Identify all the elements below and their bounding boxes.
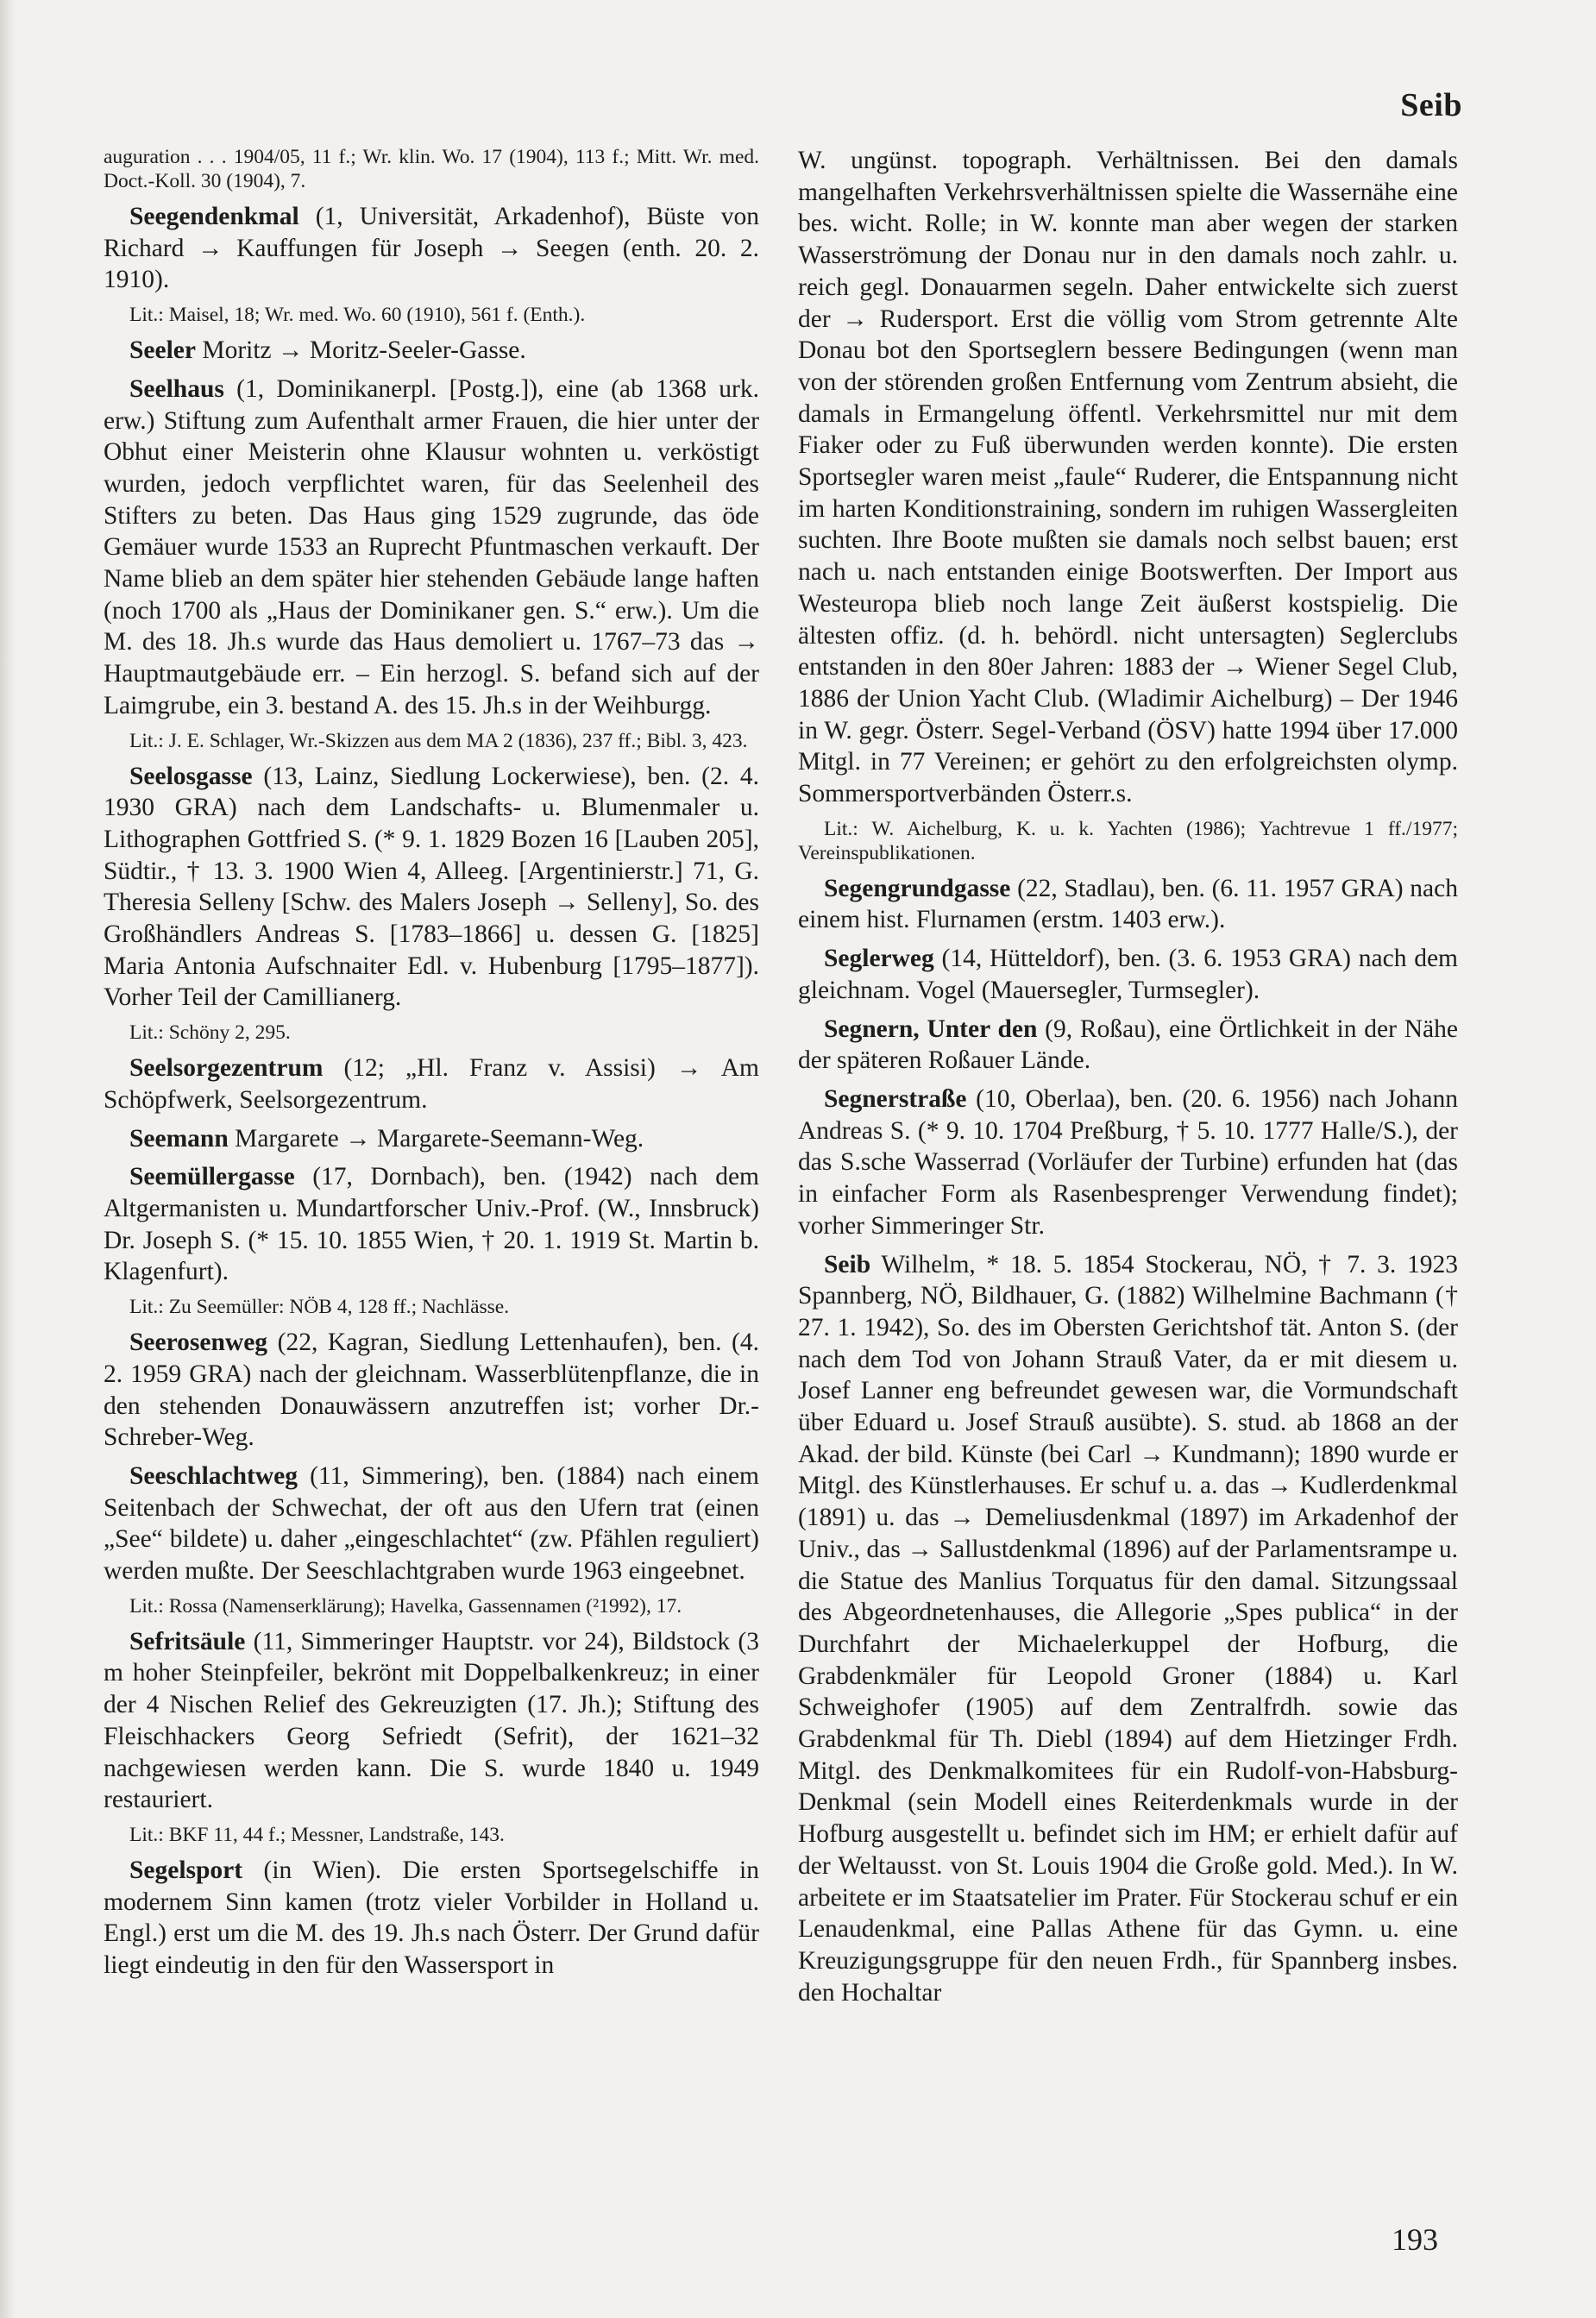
entry-text: Lit.: BKF 11, 44 f.; Messner, Landstraße, 143. [129, 1823, 505, 1846]
entry-text: (1, Universität, Arkadenhof), Büste von Richard → Kauffungen für Joseph → Seegen (enth. 20. 2. 1910). [104, 203, 759, 294]
entry-text: (12; „Hl. Franz v. Assisi) → Am Schöpfwerk, Seelsorgezentrum. [104, 1054, 759, 1114]
entry-text: (13, Lainz, Siedlung Lockerwiese), ben. (2. 4. 1930 GRA) nach dem Landschafts- u. Blumenmaler u. Lithographen Gottfried S. (* 9. 1. 1829 Bozen 16 [Lauben 205], Südtir., † 13. 3. 1900 Wien 4, Alleeg. [Argentinierstr.] 71, G. Theresia Selleny [Schw. des Malers Joseph → Selleny], So. des Großhändlers Andreas S. [1783–1866] u. dessen G. [1825] Maria Antonia Aufschnaiter Edl. v. Hubenburg [1795–1877]). Vorher Teil der Camillianerg. [104, 762, 759, 1012]
entry-text: (9, Roßau), eine Örtlichkeit in der Nähe der späteren Roßauer Lände. [798, 1015, 1458, 1075]
right-column [798, 145, 1458, 2015]
entry-text: W. ungünst. topograph. Verhältnissen. Bei den damals mangelhaften Verkehrsverhältnissen spielte die Wassernähe eine bes. wicht. Rolle; in W. konnte man aber wegen der starken Wasserströmung der Donau nur in den damals noch zahlr. u. reich gegl. Donauarmen segeln. Daher entwickelte sich zuerst der → Rudersport. Erst die völlig vom Strom getrennte Alte Donau bot den Sportseglern bessere Bedingungen (wenn man von der störenden großen Entfernung vom Zentrum absieht, die damals in Ermangelung öffentl. Verkehrsmittel nur mit dem Fiaker oder zu Fuß überwunden werden konnte). Die ersten Sportsegler waren meist „faule“ Ruderer, die Entspannung nicht im harten Konditionstraining, sondern im ruhigen Wassergleiten suchten. Ihre Boote mußten sie damals noch selbst bauen; erst nach u. nach entstanden einige Bootswerften. Der Import aus Westeuropa blieb noch lange Zeit äußerst kostspielig. Die ältesten offiz. (d. h. behördl. nicht untersagten) Seglerclubs entstanden in den 80er Jahren: 1883 der → Wiener Segel Club, 1886 der Union Yacht Club. (Wladimir Aichelburg) – Der 1946 in W. gegr. Österr. Segel-Verband (ÖSV) hatte 1994 über 17.000 Mitgl. in 77 Vereinen; er gehört zu den erfolgreichsten olymp. Sommersportverbänden Österr.s. [798, 147, 1458, 808]
dictionary-entry [104, 201, 759, 296]
literature-reference [104, 1295, 759, 1319]
entry-text: (17, Dornbach), ben. (1942) nach dem Altgermanisten u. Mundartforscher Univ.-Prof. (W., Innsbruck) Dr. Joseph S. (* 15. 10. 1855 Wien, † 20. 1. 1919 St. Martin b. Klagenfurt). [104, 1163, 759, 1286]
entry-text: (10, Oberlaa), ben. (20. 6. 1956) nach Johann Andreas S. (* 9. 10. 1704 Preßburg, † 5. 10. 1777 Halle/S.), der das S.sche Wasserrad (Vorläufer der Turbine) erfunden hat (das in einfacher Form als Rasenbesprenger Verwendung findet); vorher Simmeringer Str. [798, 1084, 1458, 1240]
literature-reference [104, 729, 759, 753]
dictionary-entry [104, 1327, 759, 1454]
entry-headword: Segelsport [129, 1856, 243, 1884]
literature-reference [104, 1594, 759, 1618]
entry-text: Moritz → Moritz-Seeler-Gasse. [195, 336, 526, 365]
entry-text: (22, Stadlau), ben. (6. 11. 1957 GRA) nach einem hist. Flurnamen (erstm. 1403 erw.). [798, 874, 1458, 934]
entry-text: (in Wien). Die ersten Sportsegelschiffe in modernem Sinn kamen (trotz vieler Vorbilder in Holland u. Engl.) erst um die M. des 19. Jh.s nach Österr. Der Grund dafür liegt eindeutig in den für den Wassersport in [104, 1856, 759, 1980]
entry-text: Lit.: Maisel, 18; Wr. med. Wo. 60 (1910), 561 f. (Enth.). [129, 304, 586, 327]
entry-headword: Sefritsäule [129, 1627, 246, 1655]
dictionary-entry [104, 761, 759, 1015]
dictionary-entry [104, 374, 759, 722]
dictionary-entry [798, 943, 1458, 1006]
entry-text: (14, Hütteldorf), ben. (3. 6. 1953 GRA) nach dem gleichnam. Vogel (Mauersegler, Turmsegler). [798, 945, 1458, 1004]
entry-headword: Seelosgasse [129, 762, 253, 790]
dictionary-entry [798, 1014, 1458, 1077]
dictionary-entry [104, 1461, 759, 1587]
entry-headword: Segengrundgasse [824, 874, 1011, 902]
entry-text: Lit.: Zu Seemüller: NÖB 4, 128 ff.; Nachlässe. [129, 1296, 510, 1319]
entry-headword: Seemüllergasse [129, 1163, 295, 1191]
entry-headword: Segnerstraße [824, 1084, 967, 1113]
dictionary-entry [104, 1626, 759, 1816]
literature-reference [104, 1823, 759, 1847]
literature-reference [104, 145, 759, 193]
entry-headword: Seeschlachtweg [129, 1461, 298, 1490]
entry-text: (22, Kagran, Siedlung Lettenhaufen), ben. (4. 2. 1959 GRA) nach der gleichnam. Wasserblütenpflanze, die in den stehenden Donauwässern anzutreffen ist; vorher Dr.-Schreber-Weg. [104, 1329, 759, 1452]
dictionary-entry [104, 335, 759, 367]
dictionary-entry [104, 1052, 759, 1115]
entry-text: auguration . . . 1904/05, 11 f.; Wr. klin. Wo. 17 (1904), 113 f.; Mitt. Wr. med. Doct.-Koll. 30 (1904), 7. [104, 146, 759, 192]
left-column [104, 145, 759, 1988]
entry-headword: Seglerweg [824, 945, 934, 973]
entry-text: Lit.: Schöny 2, 295. [129, 1021, 291, 1045]
entry-headword: Seeler [129, 336, 196, 365]
dictionary-entry [104, 1123, 759, 1155]
dictionary-entry [798, 1249, 1458, 2009]
entry-headword: Seib [824, 1250, 871, 1278]
entry-headword: Seemann [129, 1124, 229, 1153]
page-number: 193 [1392, 2222, 1438, 2257]
page-fold-shadow [0, 0, 16, 2318]
entry-text: (1, Dominikanerpl. [Postg.]), eine (ab 1368 urk. erw.) Stiftung zum Aufenthalt armer Frauen, die hier unter der Obhut einer Meisterin ohne Klausur wohnten u. verköstigt wurden, jedoch verpflichtet waren, für das Seelenheil des Stifters zu beten. Das Haus ging 1529 zugrunde, das öde Gemäuer wurde 1533 an Ruprecht Pfuntmaschen verkauft. Der Name blieb an dem später hier stehenden Gebäude lange haften (noch 1700 als „Haus der Dominikaner gen. S.“ erw.). Um die M. des 18. Jh.s wurde das Haus demoliert u. 1767–73 das → Hauptmautgebäude err. – Ein herzogl. S. befand sich auf der Laimgrube, ein 3. bestand A. des 15. Jh.s in der Weihburgg. [104, 374, 759, 719]
dictionary-entry [798, 873, 1458, 936]
entry-headword: Seelsorgezentrum [129, 1054, 324, 1083]
entry-headword: Seelhaus [129, 374, 224, 403]
dictionary-entry [104, 1855, 759, 1982]
entry-text: (11, Simmering), ben. (1884) nach einem Seitenbach der Schwechat, der oft aus den Ufern trat (einen „See“ bildete) u. daher „eingeschlachtet“ (zw. Pfählen reguliert) werden mußte. Der Seeschlachtgraben wurde 1963 eingeebnet. [104, 1461, 759, 1586]
running-head: Seib [1400, 87, 1462, 123]
entry-text: Lit.: J. E. Schlager, Wr.-Skizzen aus dem MA 2 (1836), 237 ff.; Bibl. 3, 423. [129, 729, 748, 752]
entry-text: Lit.: W. Aichelburg, K. u. k. Yachten (1986); Yachtrevue 1 ff./1977; Vereinspublikationen. [798, 817, 1458, 864]
literature-reference [798, 817, 1458, 865]
literature-reference [104, 1021, 759, 1045]
dictionary-entry [104, 1161, 759, 1288]
entry-headword: Seerosenweg [129, 1329, 268, 1357]
literature-reference [104, 303, 759, 327]
entry-headword: Seegendenkmal [129, 203, 299, 230]
entry-continuation [798, 145, 1458, 810]
entry-text: (11, Simmeringer Hauptstr. vor 24), Bildstock (3 m hoher Steinpfeiler, bekrönt mit Doppelbalkenkreuz; in einer der 4 Nischen Relief des Gekreuzigten (17. Jh.); Stiftung des Fleischhackers Georg Sefriedt (Sefrit), der 1621–32 nachgewiesen werden kann. Die S. wurde 1840 u. 1949 restauriert. [104, 1627, 759, 1814]
entry-headword: Segnern, Unter den [824, 1015, 1038, 1043]
entry-text: Margarete → Margarete-Seemann-Weg. [228, 1124, 644, 1153]
entry-text: Lit.: Rossa (Namenserklärung); Havelka, Gassennamen (²1992), 17. [129, 1594, 682, 1618]
entry-text: Wilhelm, * 18. 5. 1854 Stockerau, NÖ, † 7. 3. 1923 Spannberg, NÖ, Bildhauer, G. (1882) Wilhelmine Bachmann († 27. 1. 1942), So. des im Obersten Gerichtshof tät. Anton S. (der nach dem Tod von Johann Strauß Vater, da er mit diesem u. Josef Lanner eng befreundet gewesen war, die Vormundschaft über Eduard u. Josef Strauß ausübte). S. stud. ab 1868 an der Akad. der bild. Künste (bei Carl → Kundmann); 1890 wurde er Mitgl. des Künstlerhauses. Er schuf u. a. das → Kudlerdenkmal (1891) u. das → Demeliusdenkmal (1897) im Arkadenhof der Univ., das → Sallustdenkmal (1896) auf der Parlamentsrampe u. die Statue des Manlius Torquatus für den damal. Sitzungssaal des Abgeordnetenhauses, die Allegorie „Spes publica“ in der Durchfahrt der Michaelerkuppel der Hofburg, die Grabdenkmäler für Leopold Groner (1884) u. Karl Schweighofer (1905) auf dem Zentralfrdh. sowie das Grabdenkmal für Th. Diebl (1894) auf dem Hietzinger Frdh. Mitgl. des Denkmalkomitees für ein Rudolf-von-Habsburg-Denkmal (sein Modell eines Reiterdenkmals wurde in der Hofburg ausgestellt u. befindet sich im HM; er erhielt dafür auf der Weltausst. von St. Louis 1904 die Große gold. Med.). In W. arbeitete er im Staatsatelier im Prater. Für Stockerau schuf er ein Lenaudenkmal, eine Pallas Athene für das Gymn. u. eine Kreuzigungsgruppe für den neuen Frdh., für Spannberg insbes. den Hochaltar [798, 1250, 1458, 2007]
dictionary-entry [798, 1084, 1458, 1242]
